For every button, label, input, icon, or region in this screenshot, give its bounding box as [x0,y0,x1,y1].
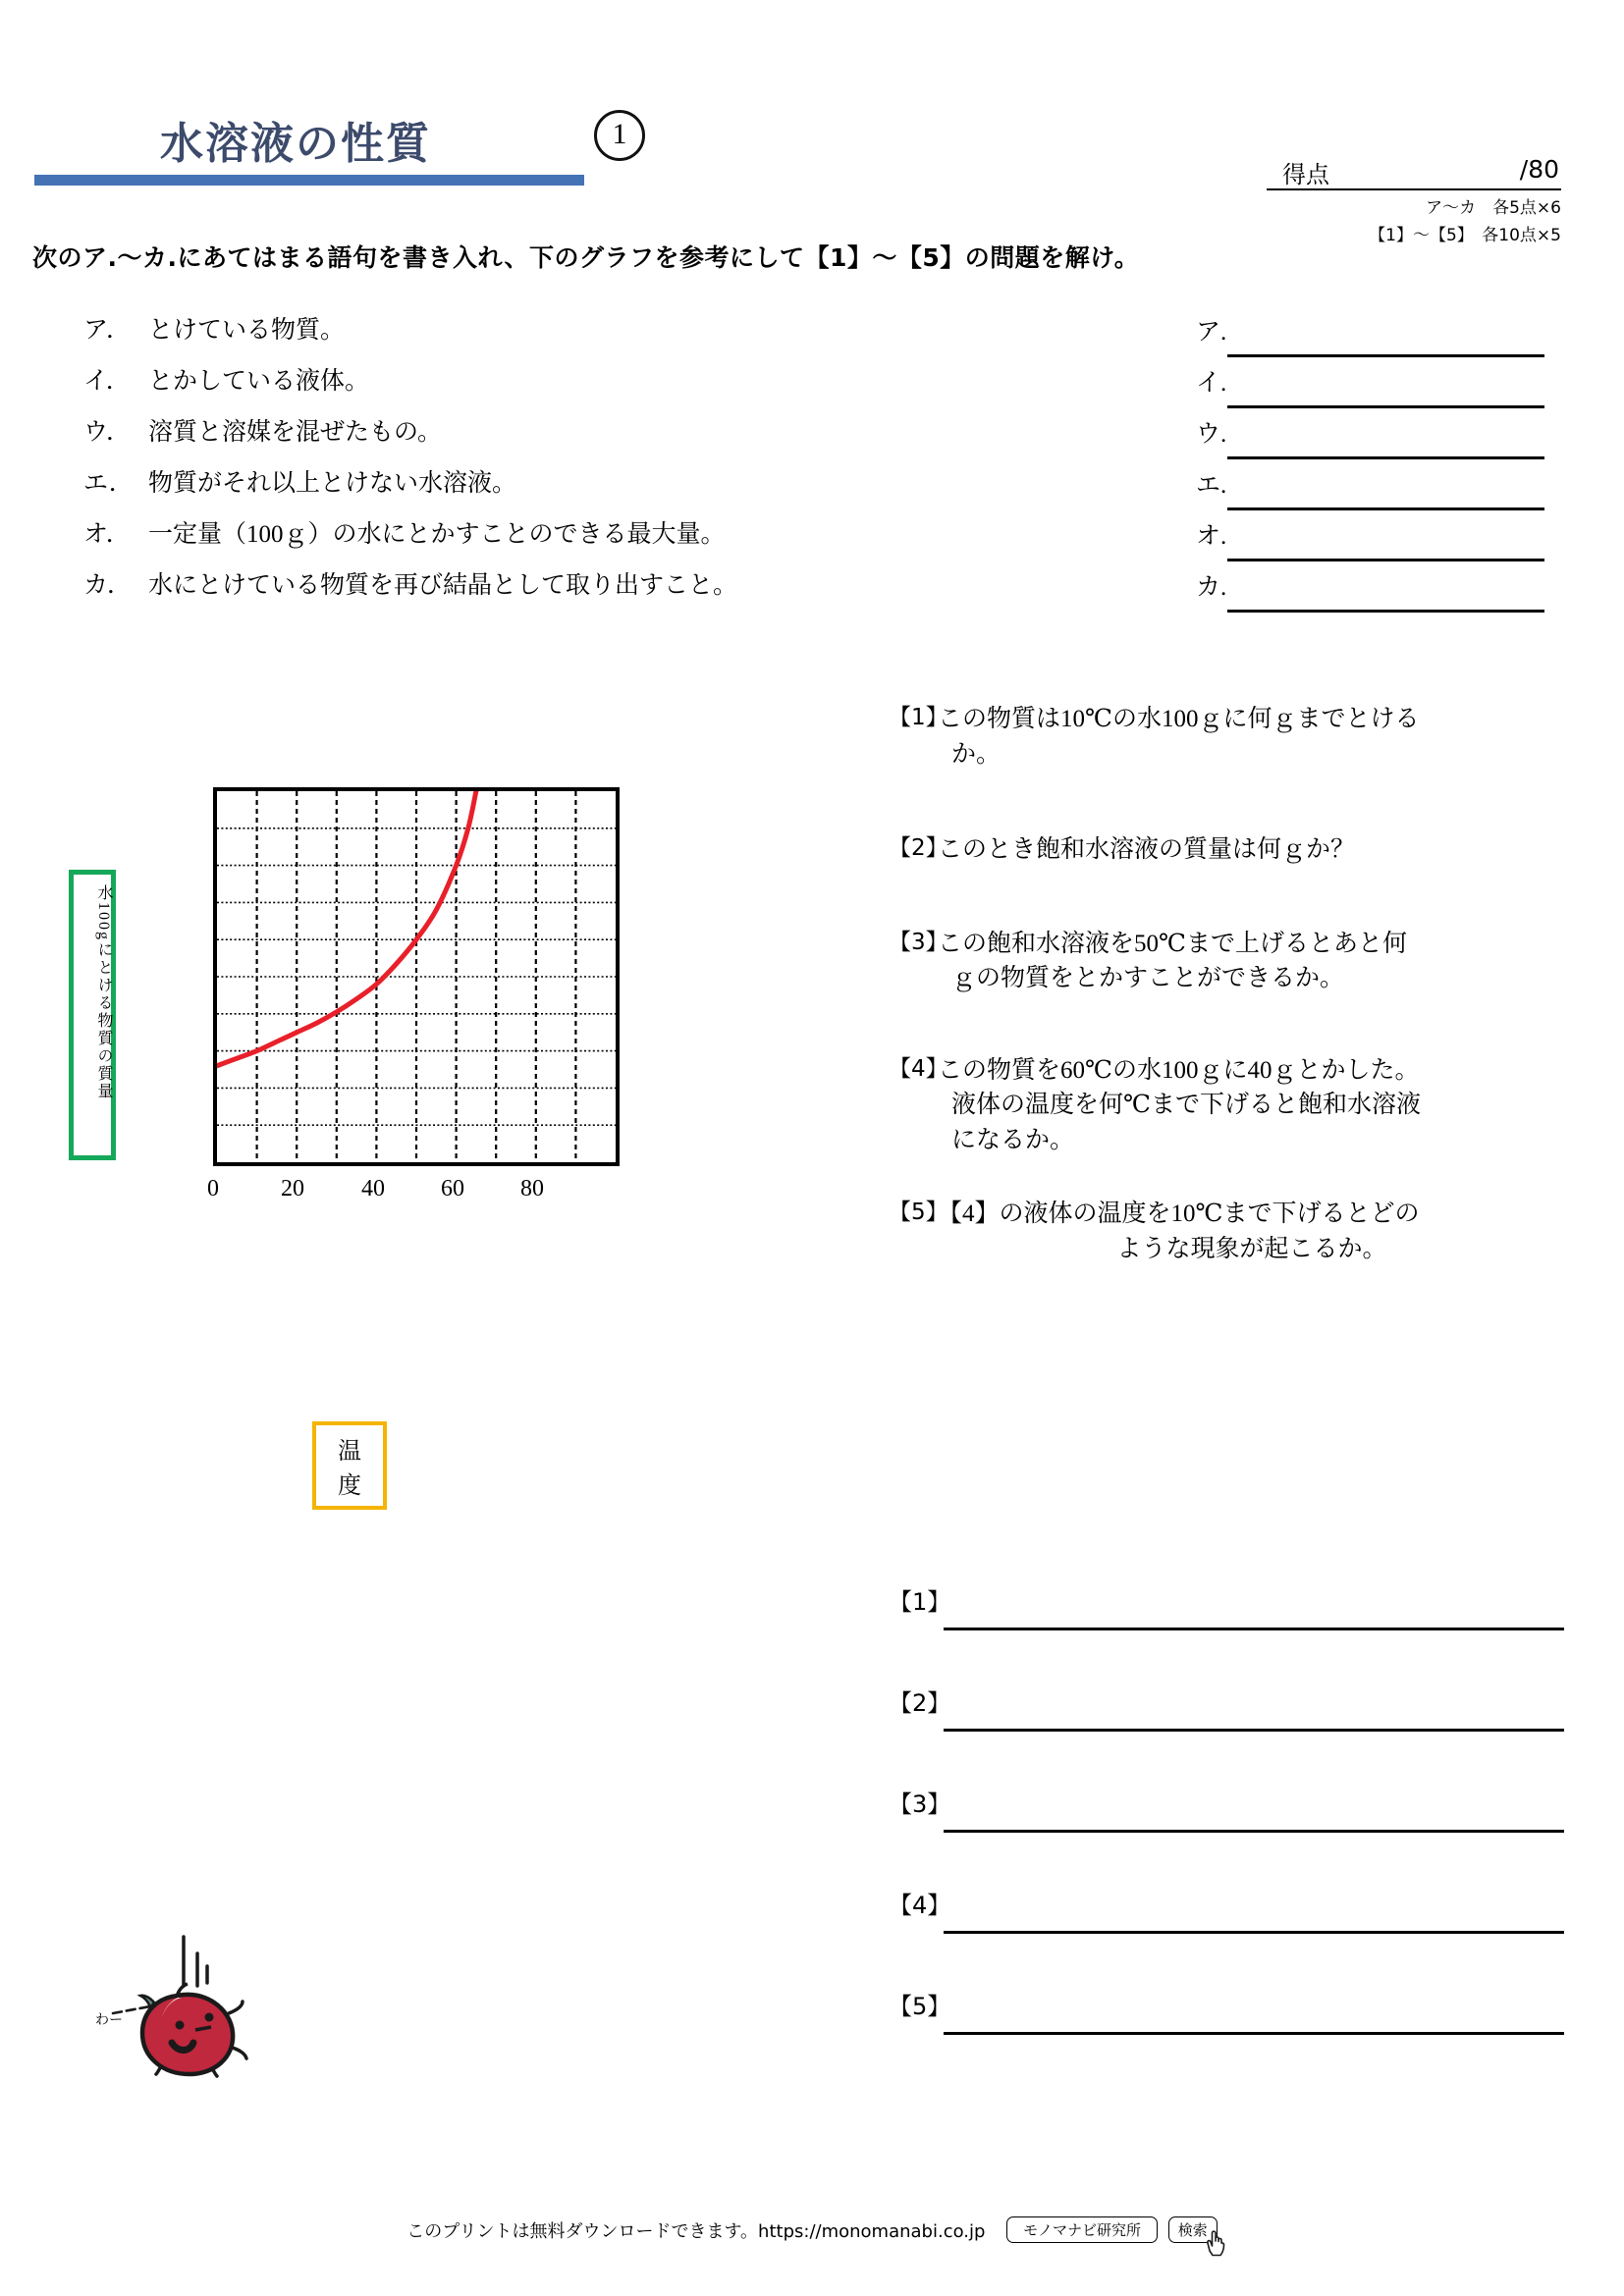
question-line: か。 [951,740,1001,768]
score-note-questions: 【1】～【5】 各10点×5 [1369,226,1561,245]
question-line: 【4】の液体の温度を10℃まで下げるとどの [938,1201,1420,1227]
answer-blank-key: 【3】 [889,1790,951,1818]
answer-blank-row[interactable] [889,1582,1564,1683]
x-tick-label: 20 [281,1176,304,1201]
final-answer-blanks [889,1582,1564,2088]
question-line: になるか。 [951,1126,1075,1153]
answer-blank-key: エ. [1196,472,1227,499]
term-answer-blanks [1196,312,1544,618]
list-item [83,361,830,412]
score-box [1267,155,1561,245]
term-text: とかしている液体。 [148,368,370,395]
question-line: 液体の温度を何℃まで下げると飽和水溶液 [951,1092,1421,1118]
question-5 [889,1197,1566,1266]
question-body [938,1053,1566,1158]
answer-blank-row[interactable] [1196,516,1544,567]
term-key: エ． [83,470,134,497]
page-title: 水溶液の性質 [160,119,431,169]
term-key: イ． [83,368,131,395]
list-item [83,310,830,361]
list-item [83,565,830,616]
answer-blank-line[interactable] [1227,507,1544,510]
apple-mascot-illustration [93,1919,260,2091]
term-key: カ． [83,572,133,599]
answer-blank-row[interactable] [1196,414,1544,465]
question-1 [889,702,1566,772]
score-max-points: /80 [1519,155,1559,184]
list-item [83,463,830,514]
instruction-text: 次のア.～カ.にあてはまる語句を書き入れ、下のグラフを参考にして【1】～【5】の問題を解け。 [32,243,1140,272]
term-definition-list [83,310,830,616]
answer-blank-line[interactable] [944,1729,1564,1732]
answer-blank-key: カ. [1196,574,1227,601]
term-key: オ． [83,521,131,548]
x-axis-label: 温度 [338,1439,361,1499]
x-tick-label: 40 [361,1176,385,1201]
answer-blank-line[interactable] [944,1830,1564,1833]
question-key: 【5】 [889,1200,948,1225]
question-list [889,702,1566,1266]
footer [0,2216,1624,2243]
term-text: 水にとけている物質を再び結晶として取り出すこと。 [148,572,738,599]
y-axis-label-box [69,870,116,1160]
answer-blank-line[interactable] [1227,559,1544,561]
question-2 [889,832,1566,868]
search-button[interactable] [1168,2216,1218,2243]
term-key: ウ． [83,419,132,446]
question-line: このとき飽和水溶液の質量は何ｇか？ [938,836,1356,863]
search-button-label: 検索 [1177,2221,1208,2239]
question-key: 【2】 [889,835,948,861]
question-key: 【4】 [889,1055,948,1082]
question-body [938,927,1566,996]
chart-svg [217,791,616,1162]
answer-blank-key: 【4】 [889,1892,951,1919]
list-item [83,514,830,565]
eye-right [205,2013,214,2022]
answer-blank-key: ア. [1196,319,1227,346]
footer-text: このプリントは無料ダウンロードできます。https://monomanabi.co.jp [406,2220,986,2242]
answer-blank-row[interactable] [889,1886,1564,1987]
answer-blank-line[interactable] [944,1628,1564,1630]
mascot-speech-text: わー [95,2012,123,2028]
question-line: この物質は10℃の水100ｇに何ｇまでとける [938,706,1420,732]
answer-blank-row[interactable] [1196,312,1544,363]
motion-lines [184,1937,207,1986]
answer-blank-row[interactable] [1196,465,1544,516]
eye-left [176,2021,185,2030]
answer-blank-row[interactable] [889,1785,1564,1886]
question-4 [889,1053,1566,1158]
term-text: 溶質と溶媒を混ぜたもの。 [148,419,443,446]
apple-icon [93,1919,260,2086]
term-key: ア． [83,317,132,344]
answer-blank-line[interactable] [944,2032,1564,2035]
question-3 [889,927,1566,996]
question-line: この飽和水溶液を50℃まで上げるとあと何 [938,930,1407,957]
question-body [938,702,1566,772]
answer-blank-line[interactable] [1227,456,1544,459]
answer-blank-line[interactable] [1227,405,1544,408]
question-key: 【3】 [889,929,948,955]
question-line: ｇの物質をとかすことができるか。 [951,965,1345,991]
score-row [1267,155,1561,190]
answer-blank-line[interactable] [1227,610,1544,613]
chart-plot-area [213,787,620,1166]
answer-blank-line[interactable] [944,1931,1564,1934]
question-key: 【1】 [889,705,948,730]
question-body [938,1197,1566,1266]
x-tick-label: 60 [441,1176,464,1201]
answer-blank-key: イ. [1196,370,1227,397]
x-tick-label: 80 [520,1176,544,1201]
question-line: この物質を60℃の水100ｇに40ｇとかした。 [938,1056,1420,1084]
x-tick-label: 0 [207,1176,219,1201]
search-input[interactable]: モノマナビ研究所 [1006,2216,1158,2243]
answer-blank-key: ウ. [1196,421,1227,448]
y-axis-label: 水100gにとける物質の質量 [95,884,112,1100]
cursor-hand-icon [1203,2229,1228,2259]
answer-blank-key: オ. [1196,523,1227,550]
term-text: 一定量（100ｇ）の水にとかすことのできる最大量。 [148,521,726,548]
x-axis-label-box [312,1421,387,1510]
term-text: 物質がそれ以上とけない水溶液。 [148,470,517,497]
answer-blank-key: 【1】 [889,1588,951,1616]
list-item [83,412,830,463]
answer-blank-row[interactable] [889,1987,1564,2088]
worksheet-number-badge: 1 [594,110,645,161]
answer-blank-row[interactable] [1196,363,1544,414]
answer-blank-line[interactable] [1227,354,1544,357]
answer-blank-row[interactable] [889,1683,1564,1785]
apple-body [142,1995,233,2074]
question-body [938,832,1566,868]
answer-blank-key: 【5】 [889,1993,951,2020]
score-label: 得点 [1282,161,1329,188]
title-underline-rule [34,175,584,186]
answer-blank-row[interactable] [1196,567,1544,618]
question-line: ような現象が起こるか。 [1116,1235,1387,1262]
score-note-terms: ア～カ 各5点×6 [1426,198,1561,218]
answer-blank-key: 【2】 [889,1689,951,1717]
term-text: とけている物質。 [148,317,346,344]
